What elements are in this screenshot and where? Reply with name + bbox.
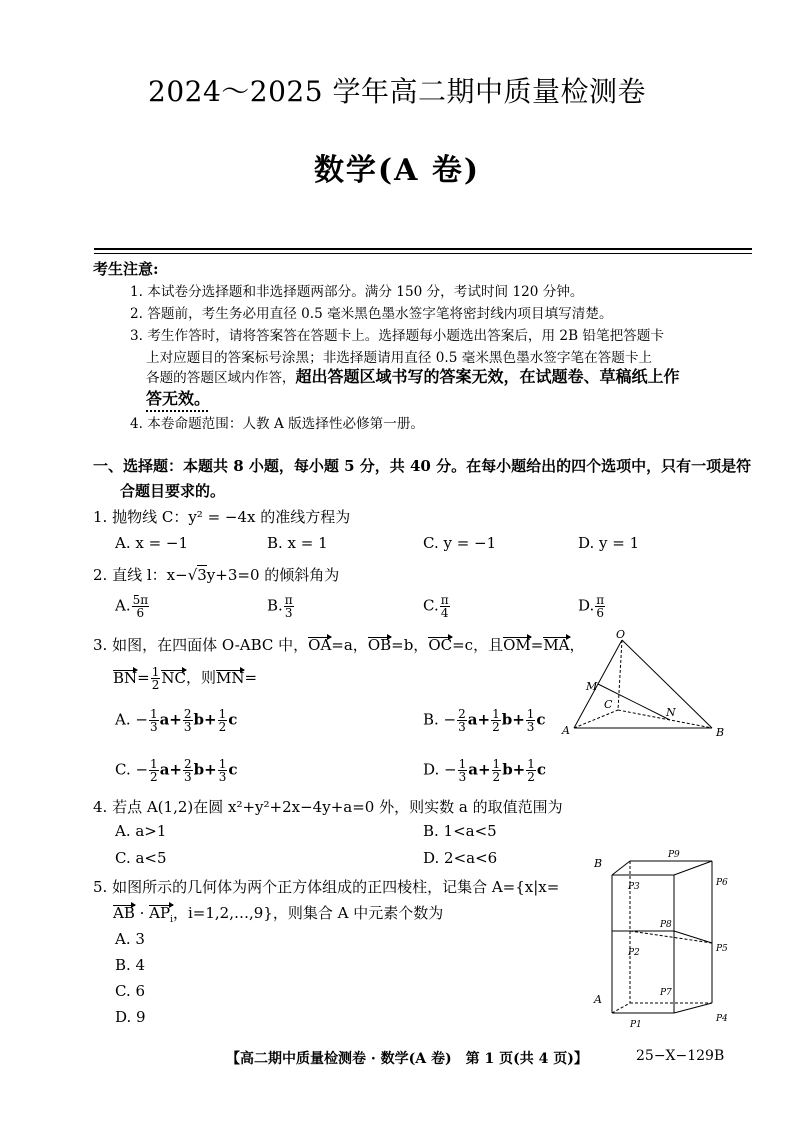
- divider: [94, 248, 752, 250]
- notice-item: 各题的答题区域内作答，超出答题区域书写的答案无效，在试题卷、草稿纸上作: [146, 367, 680, 386]
- option-c: C. a<5: [115, 849, 167, 867]
- label-a: A: [562, 724, 570, 737]
- question-stem: 2. 直线 l：x−√3y+3=0 的倾斜角为: [93, 566, 340, 584]
- exam-subtitle: 数学(A 卷): [313, 153, 481, 188]
- notice-item: 上对应题目的答案标号涂黑；非选择题请用直径 0.5 毫米黑色墨水签字笔在答题卡上: [146, 350, 653, 366]
- label-a: A: [594, 993, 602, 1006]
- option-b: B. 4: [115, 956, 146, 974]
- label-n: N: [666, 706, 676, 719]
- option-d: D. 2<a<6: [423, 849, 498, 867]
- prism-figure: [588, 845, 738, 1030]
- notice-item: 3. 考生作答时，请将答案答在答题卡上。选择题每小题选出答案后，用 2B 铅笔把答题卡: [130, 328, 664, 344]
- option-d: D. $\frac{\pi}{6}$: [578, 593, 605, 620]
- label-p1: P1: [630, 1020, 642, 1030]
- edge-top-left: [612, 861, 630, 875]
- label-p4: P4: [716, 1014, 728, 1024]
- option-c: C. y = −1: [423, 534, 497, 552]
- question-stem: AB · $AP_i$，i=1,2,…,9}，则集合 A 中元素个数为: [113, 904, 444, 925]
- question-stem: BN= $\frac{1}{2}$ NC，则MN=: [113, 665, 258, 692]
- question-stem: 4. 若点 A(1,2)在圆 x²+y²+2x−4y+a=0 外，则实数 a 的取值范围为: [93, 798, 563, 816]
- option-d: D. y = 1: [578, 534, 640, 552]
- label-b: B: [594, 857, 603, 870]
- label-p3: P3: [628, 882, 640, 892]
- question-stem: 5. 如图所示的几何体为两个正方体组成的正四棱柱，记集合 A={x|x=: [93, 878, 560, 896]
- option-b: B. − $\frac{2}{3}$ a+ $\frac{1}{2}$ b+ $\frac{1}{3}$ c: [423, 707, 546, 734]
- label-b: B: [716, 726, 725, 739]
- notice-item: 2. 答题前，考生务必用直径 0.5 毫米黑色墨水签字笔将密封线内项目填写清楚。: [130, 306, 613, 322]
- exam-title: 2024～2025 学年高二期中质量检测卷: [148, 75, 646, 108]
- option-a: A. a>1: [115, 822, 167, 840]
- label-p7: P7: [660, 988, 672, 998]
- notice-emphasis: 答无效。: [146, 389, 211, 408]
- option-b: B. $\frac{\pi}{3}$: [267, 593, 293, 620]
- label-o: O: [616, 628, 626, 641]
- label-m: M: [586, 680, 598, 693]
- notice-item: 1. 本试卷分选择题和非选择题两部分。满分 150 分，考试时间 120 分钟。: [130, 284, 584, 300]
- edge-right-bottom: [674, 1003, 712, 1013]
- option-d: D. 9: [115, 1008, 146, 1026]
- edge-right-mid: [674, 931, 712, 943]
- notice-heading: 考生注意:: [93, 260, 159, 278]
- option-a: A. x = −1: [115, 534, 189, 552]
- label-p9: P9: [668, 850, 680, 860]
- option-b: B. x = 1: [267, 534, 328, 552]
- edge-hidden-mid-back: [630, 931, 712, 943]
- section-heading: 一、选择题：本题共 8 小题，每小题 5 分，共 40 分。在每小题给出的四个选项中，只有一项是符: [93, 457, 752, 475]
- section-heading: 合题目要求的。: [120, 482, 226, 500]
- label-p6: P6: [716, 878, 728, 888]
- label-p2: P2: [628, 948, 640, 958]
- edge-bc: [618, 710, 712, 728]
- option-c: C. $\frac{\pi}{4}$: [423, 593, 449, 620]
- edge-hidden-corner: [612, 1003, 630, 1013]
- edge-top-right: [674, 861, 712, 875]
- divider: [94, 253, 752, 254]
- option-c: C. − $\frac{1}{2}$ a+ $\frac{2}{3}$ b+ $\frac{1}{3}$ c: [115, 757, 238, 784]
- label-c: C: [604, 698, 613, 711]
- option-b: B. 1<a<5: [423, 822, 497, 840]
- notice-item: 4. 本卷命题范围：人教 A 版选择性必修第一册。: [130, 416, 425, 432]
- label-p5: P5: [716, 944, 728, 954]
- paper-code: 25−X−129B: [636, 1048, 725, 1064]
- option-c: C. 6: [115, 982, 146, 1000]
- edge-oc: [618, 640, 622, 710]
- option-a: A. − $\frac{1}{3}$ a+ $\frac{2}{3}$ b+ $\frac{1}{2}$ c: [115, 707, 238, 734]
- question-stem: 1. 抛物线 C：y² = −4x 的准线方程为: [93, 508, 351, 526]
- tetrahedron-figure: [560, 628, 740, 740]
- notice-emphasis: 超出答题区域书写的答案无效，在试题卷、草稿纸上作: [295, 367, 680, 386]
- label-p8: P8: [660, 920, 672, 930]
- question-stem: 3. 如图，在四面体 O-ABC 中，OA=a，OB=b，OC=c，且OM=MA，: [93, 636, 585, 654]
- option-a: A. $\frac{5\pi}{6}$: [115, 593, 149, 620]
- edge-ac: [574, 710, 618, 728]
- page-footer: 【高二期中质量检测卷 · 数学(A 卷) 第 1 页(共 4 页)】: [226, 1051, 588, 1067]
- option-d: D. − $\frac{1}{3}$ a+ $\frac{1}{2}$ b+ $\frac{1}{2}$ c: [423, 757, 547, 784]
- option-a: A. 3: [115, 930, 145, 948]
